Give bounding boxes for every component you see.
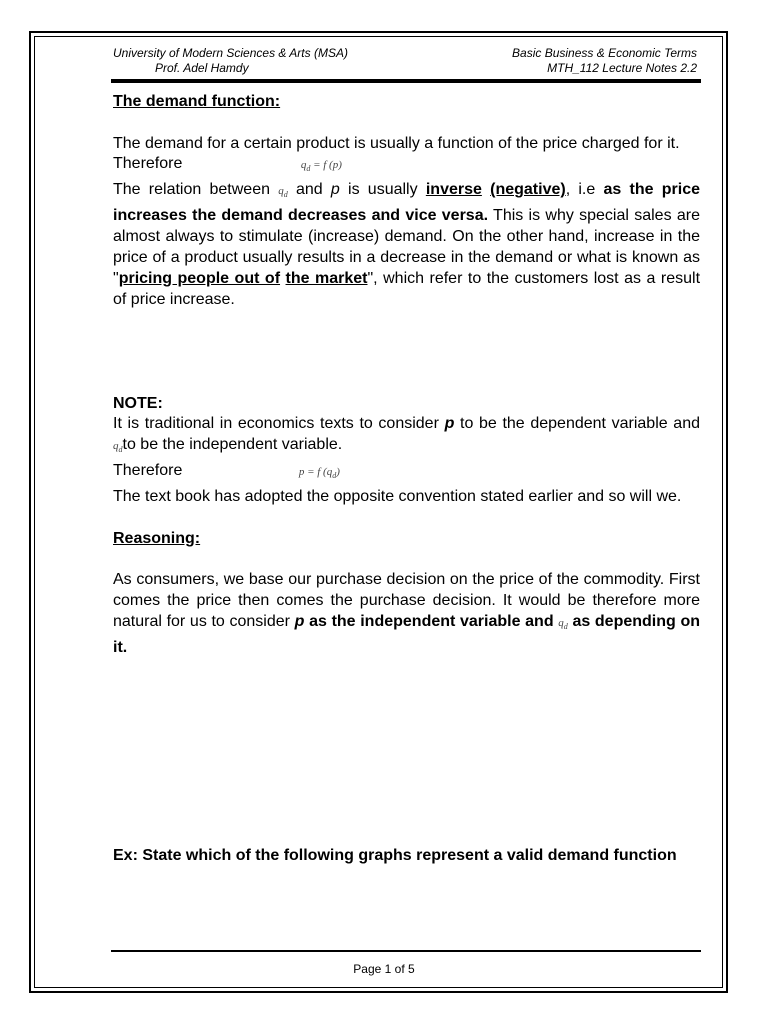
reasoning-paragraph: As consumers, we base our purchase decision on the price of the commodity. First comes the price then comes the purchase decision. It would be therefore more natural for us to consider p as the independent variable and $q_d$ as depending on it. xyxy=(113,571,701,656)
page-number: Page 1 of 5 xyxy=(353,962,415,976)
math-qd: $q_d$ xyxy=(278,185,288,200)
note-heading: NOTE: xyxy=(113,394,163,412)
therefore-label: Therefore xyxy=(113,462,183,480)
term-negative: (negative) xyxy=(490,181,566,199)
header-right xyxy=(512,46,697,76)
example-question: Ex: State which of the following graphs represent a valid demand function xyxy=(113,846,677,864)
section-heading-demand-function: The demand function: xyxy=(113,93,281,110)
page-content xyxy=(113,92,700,867)
header-rule xyxy=(111,79,701,83)
header-professor: Prof. Adel Hamdy xyxy=(155,61,249,75)
math-qd: $q_d$ xyxy=(113,440,123,455)
convention-paragraph: The text book has adopted the opposite convention stated earlier and so will we. xyxy=(113,488,682,506)
footer-rule xyxy=(111,950,701,952)
equation-price: p = f $(q_d)$ xyxy=(298,466,340,481)
section-heading-reasoning: Reasoning: xyxy=(113,529,201,547)
therefore-label: Therefore xyxy=(113,155,183,173)
demand-relation-paragraph: The relation between $q_d$ and p is usually inverse (negative), i.e as the price increases the demand decreases and vice versa. This is why special sales are almost always to stimulate (increase) demand. On the other hand, increase in the price of a product usually results in a decrease in the demand or what is known as "pricing people out of the market", which refer to the customers lost as a result of price increase. xyxy=(113,181,701,308)
demand-intro-paragraph: The demand for a certain product is usually a function of the price charged for it. xyxy=(113,134,680,152)
equation-demand: $q_d = f$ (p) xyxy=(300,159,342,174)
term-the-market: the market xyxy=(285,269,368,287)
math-qd: $q_d$ xyxy=(558,616,568,632)
header-course-title: Basic Business & Economic Terms xyxy=(512,46,697,60)
therefore-line-2 xyxy=(113,461,700,487)
header-course-code: MTH_112 Lecture Notes 2.2 xyxy=(547,61,697,75)
note-paragraph: It is traditional in economics texts to consider p to be the dependent variable and $q_dto$ be the independent variable. xyxy=(113,415,701,455)
term-pricing-people-out: pricing people out of xyxy=(118,269,281,287)
term-inverse: inverse xyxy=(425,181,482,199)
header-left xyxy=(113,46,348,76)
therefore-line-1 xyxy=(113,154,700,180)
header-university: University of Modern Sciences & Arts (MSA) xyxy=(113,46,348,60)
